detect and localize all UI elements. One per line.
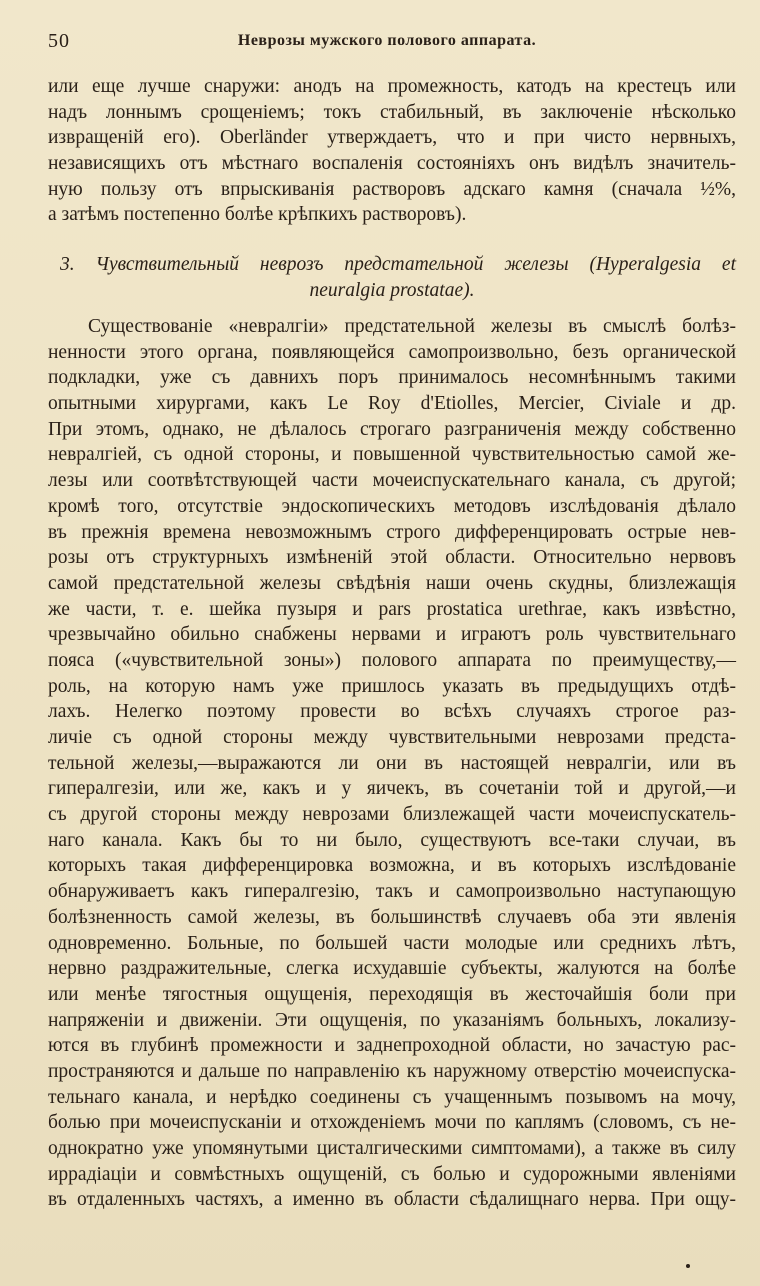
- main-paragraph: [48, 314, 736, 1213]
- text-line: кромѣ того, отсутствіе эндоскопическихъ методовъ изслѣдованія дѣлало: [48, 495, 736, 517]
- text-line: пространяются и дальше по направленію къ наружному отверстію мочеиспуска-: [48, 1060, 736, 1082]
- text-line: въ прежнія времена невозможнымъ строго дифференцировать острые нев-: [48, 521, 736, 543]
- text-line: или менѣе тягостныя ощущенія, переходящія въ жесточайшія боли при: [48, 983, 736, 1005]
- text-line: которыхъ такая дифференцировка возможна, и въ которыхъ изслѣдованіе: [48, 855, 736, 877]
- text-line: извращеній его). Oberländer утверждаетъ, что и при чисто нервныхъ,: [48, 127, 736, 149]
- running-title: Неврозы мужского полового аппарата.: [237, 32, 537, 49]
- section-heading-line: neuralgia prostatae).: [309, 279, 475, 301]
- text-line: самой предстательной железы свѣдѣнія наши очень скудны, близлежащія: [48, 572, 736, 594]
- text-line: съ другой стороны между неврозами близлежащей части мочеиспускатель-: [48, 804, 736, 826]
- intro-paragraph: [48, 74, 736, 228]
- text-line: болѣзненность самой железы, въ большинствѣ случаевъ оба эти явленія: [48, 906, 736, 928]
- page-number: 50: [48, 30, 70, 52]
- section-heading: [48, 252, 736, 303]
- text-line: нервно раздражительные, слегка исхудавшіе субъекты, жалуются на болѣе: [48, 958, 736, 980]
- text-line: же части, т. е. шейка пузыря и pars prostatica urethrae, какъ извѣстно,: [48, 598, 736, 620]
- text-line: тельной железы,—выражаются ли они въ настоящей невралгіи, или въ: [48, 752, 736, 774]
- text-line: личіе съ одной стороны между чувствительными неврозами предста-: [48, 727, 736, 748]
- section-heading-line: 3. Чувствительный неврозъ предстательной железы (Hyperalgesia et: [60, 254, 736, 275]
- text-line: надъ лоннымъ срощеніемъ; токъ стабильный, въ заключеніе нѣсколько: [48, 101, 736, 123]
- text-line: или еще лучше снаружи: анодъ на промежность, катодъ на крестецъ или: [48, 76, 736, 97]
- text-line: однократно уже упомянутыми цисталгическими симптомами), а также въ силу: [48, 1138, 736, 1159]
- text-line: опытными хирургами, какъ Le Roy d'Etiolles, Mercier, Civiale и др.: [48, 393, 736, 415]
- text-line: независящихъ отъ мѣстнаго воспаленія состояніяхъ онъ видѣлъ значитель-: [48, 153, 736, 175]
- text-line: подкладки, уже съ давнихъ поръ принималось несомнѣннымъ такими: [48, 367, 736, 389]
- text-line: невралгіей, съ одной стороны, и повышенной чувствительностью самой же-: [48, 444, 736, 466]
- text-line: одновременно. Больные, по большей части молодые или среднихъ лѣтъ,: [48, 932, 736, 954]
- text-line: ненности этого органа, появляющейся самопроизвольно, безъ органической: [48, 341, 736, 363]
- text-line: наго канала. Какъ бы то ни было, существуютъ все-таки случаи, въ: [48, 829, 736, 851]
- text-line: обнаруживаетъ какъ гипералгезію, такъ и самопроизвольно наступающую: [48, 881, 736, 903]
- text-line: чрезвычайно обильно снабжены нервами и играютъ роль чувствительнаго: [48, 624, 736, 646]
- text-line: При этомъ, однако, не дѣлалось строгаго разграниченія между собственно: [48, 418, 736, 440]
- text-line: напряженіи и движеніи. Эти ощущенія, по указаніямъ больныхъ, локализу-: [48, 1009, 736, 1031]
- text-line: лезы или соотвѣтствующей части мочеиспускательнаго канала, съ другой;: [48, 470, 736, 492]
- text-line: иррадіаціи и совмѣстныхъ ощущеній, съ болью и судорожными явленіями: [48, 1163, 736, 1185]
- text-line: пояса («чувствительной зоны») полового аппарата по преимуществу,—: [48, 649, 736, 671]
- text-line: ются въ глубинѣ промежности и заднепроходной области, но зачастую рас-: [48, 1035, 736, 1057]
- text-line: розы отъ структурныхъ измѣненій этой области. Относительно нервовъ: [48, 547, 736, 569]
- text-line: лахъ. Нелегко поэтому провести во всѣхъ случаяхъ строгое раз-: [48, 701, 736, 723]
- page-mark: [686, 1264, 690, 1268]
- text-line: болью при мочеиспусканіи и отхожденіемъ мочи по каплямъ (словомъ, съ не-: [48, 1112, 736, 1134]
- text-line: а затѣмъ постепенно болѣе крѣпкихъ растворовъ).: [48, 204, 467, 226]
- text-line: въ отдаленныхъ частяхъ, а именно въ области сѣдалищнаго нерва. При ощу-: [48, 1189, 736, 1211]
- text-line: ную пользу отъ впрыскиванія растворовъ адскаго камня (сначала ½%,: [48, 178, 736, 200]
- text-line: гипералгезіи, или же, какъ и у яичекъ, въ сочетаніи той и другой,—и: [48, 778, 736, 800]
- text-line: роль, на которую намъ уже пришлось указать въ предыдущихъ отдѣ-: [48, 675, 736, 697]
- text-line: тельнаго канала, и нерѣдко соединены съ учащеннымъ позывомъ на мочу,: [48, 1086, 736, 1108]
- text-line: Существованіе «невралгіи» предстательной железы въ смыслѣ болѣз-: [88, 316, 736, 337]
- page-header: [48, 30, 726, 58]
